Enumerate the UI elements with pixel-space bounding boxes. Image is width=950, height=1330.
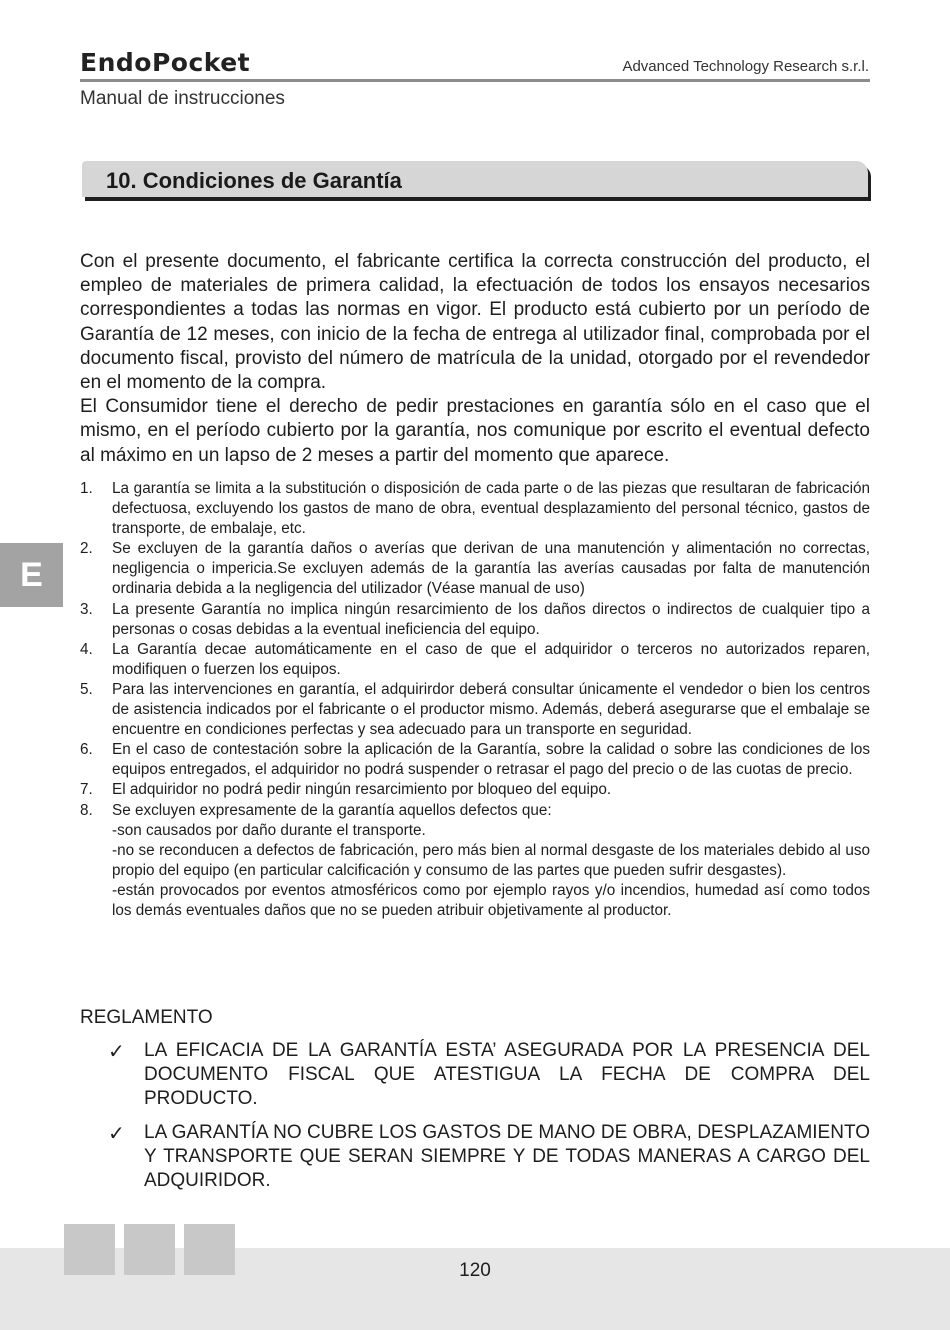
condition-text: -son causados por daño durante el transporte. — [112, 821, 426, 839]
intro-text — [80, 250, 870, 468]
condition-item — [80, 600, 870, 640]
condition-text: -no se reconducen a defectos de fabricación, pero más bien al normal desgaste de los materiales debido al uso propio del equipo (en particular calcificación y consumo de las partes que pueden sufrir desgastes). — [112, 841, 870, 879]
condition-number: 6. — [80, 741, 93, 759]
language-tab: E — [0, 543, 63, 607]
condition-number: 1. — [80, 480, 93, 497]
condition-item — [80, 740, 870, 780]
brand-logo: EndoPocket — [80, 48, 251, 77]
condition-number: 7. — [80, 781, 93, 799]
reglamento-item — [108, 1121, 870, 1194]
intro-paragraph-2: El Consumidor tiene el derecho de pedir prestaciones en garantía sólo en el caso que el mismo, en el período cubierto por la garantía, nos comunique por escrito el eventual defecto al máximo en un lapso de 2 meses a partir del momento que aparece. — [80, 396, 870, 466]
condition-text: -están provocados por eventos atmosféricos como por ejemplo rayos y/o incendios, humedad así como todos los demás eventuales daños que no se pueden atribuir objetivamente al productor. — [112, 881, 870, 919]
page-number: 120 — [459, 1260, 491, 1281]
condition-text: La presente Garantía no implica ningún resarcimiento de los daños directos o indirectos de cualquier tipo a personas o cosas debidas a la eventual ineficiencia del equipo. — [112, 600, 870, 638]
header-divider — [80, 79, 870, 82]
condition-item — [80, 801, 870, 922]
intro-paragraph-1: Con el presente documento, el fabricante certifica la correcta construcción del producto, el empleo de materiales de primera calidad, la efectuación de todos los ensayos necesarios correspondientes a todas las normas en vigor. El producto está cubierto por un período de Garantía de 12 meses, con inicio de la fecha de entrega al utilizador final, comprobada por el documento fiscal, provisto del número de matrícula de la unidad, otorgado por el revendedor en el momento de la compra. — [80, 251, 870, 394]
reglamento-item — [108, 1039, 870, 1112]
condition-text: Se excluyen de la garantía daños o averías que derivan de una manutención y alimentación no correctas, negligencia o impericia.Se excluyen además de la garantía las averías causadas por falta de manutención ordinaria debida a la negligencia del utilizador (Véase manual de uso) — [112, 540, 870, 598]
condition-text: En el caso de contestación sobre la aplicación de la Garantía, sobre la calidad o sobre las condiciones de los equipos entregados, el adquiridor no podrá suspender o retrasar el pago del precio o de las cuotas de precio. — [112, 741, 870, 779]
condition-number: 4. — [80, 640, 93, 658]
reglamento-title: REGLAMENTO — [80, 1007, 213, 1028]
condition-text: Para las intervenciones en garantía, el adquirirdor deberá consultar únicamente el vendedor o bien los centros de asistencia indicados por el fabricante o el productor mismo. Además, deberá asegurarse que el embalaje se encuentre en condiciones perfectas y sea adecuado para un transporte en seguridad. — [112, 680, 870, 739]
condition-item — [80, 479, 870, 539]
condition-number: 3. — [80, 600, 93, 618]
condition-item — [80, 640, 870, 680]
check-icon: ✓ — [108, 1039, 125, 1063]
condition-item — [80, 780, 870, 800]
condition-text: La garantía se limita a la substitución o disposición de cada parte o de las piezas que resultaran de fabricación defectuosa, excluyendo los gastos de mano de obra, eventual desplazamiento del personal técnico, gastos de transporte, de embalaje, etc. — [112, 480, 870, 538]
condition-number: 8. — [80, 801, 93, 819]
manual-title: Manual de instrucciones — [80, 88, 285, 109]
reglamento-item-text: LA EFICACIA DE LA GARANTÍA ESTA’ ASEGURADA POR LA PRESENCIA DEL DOCUMENTO FISCAL QUE ATESTIGUA LA FECHA DE COMPRA DEL PRODUCTO. — [144, 1040, 870, 1110]
section-header — [82, 161, 868, 197]
condition-item — [80, 539, 870, 599]
condition-text: Se excluyen expresamente de la garantía aquellos defectos que: — [112, 801, 552, 819]
condition-number: 5. — [80, 680, 93, 698]
condition-text: El adquiridor no podrá pedir ningún resarcimiento por bloqueo del equipo. — [112, 781, 612, 799]
condition-text: La Garantía decae automáticamente en el caso de que el adquiridor o terceros no autorizados reparen, modifiquen o fuerzen los equipos. — [112, 640, 870, 678]
company-name: Advanced Technology Research s.r.l. — [622, 58, 869, 75]
check-icon: ✓ — [108, 1121, 125, 1145]
condition-item — [80, 680, 870, 740]
conditions-list — [80, 479, 870, 921]
reglamento-item-text: LA GARANTÍA NO CUBRE LOS GASTOS DE MANO DE OBRA, DESPLAZAMIENTO Y TRANSPORTE QUE SERAN SIEMPRE Y DE TODAS MANERAS A CARGO DEL ADQUIRIDOR. — [144, 1122, 870, 1192]
condition-number: 2. — [80, 540, 93, 558]
section-title: 10. Condiciones de Garantía — [106, 168, 402, 193]
